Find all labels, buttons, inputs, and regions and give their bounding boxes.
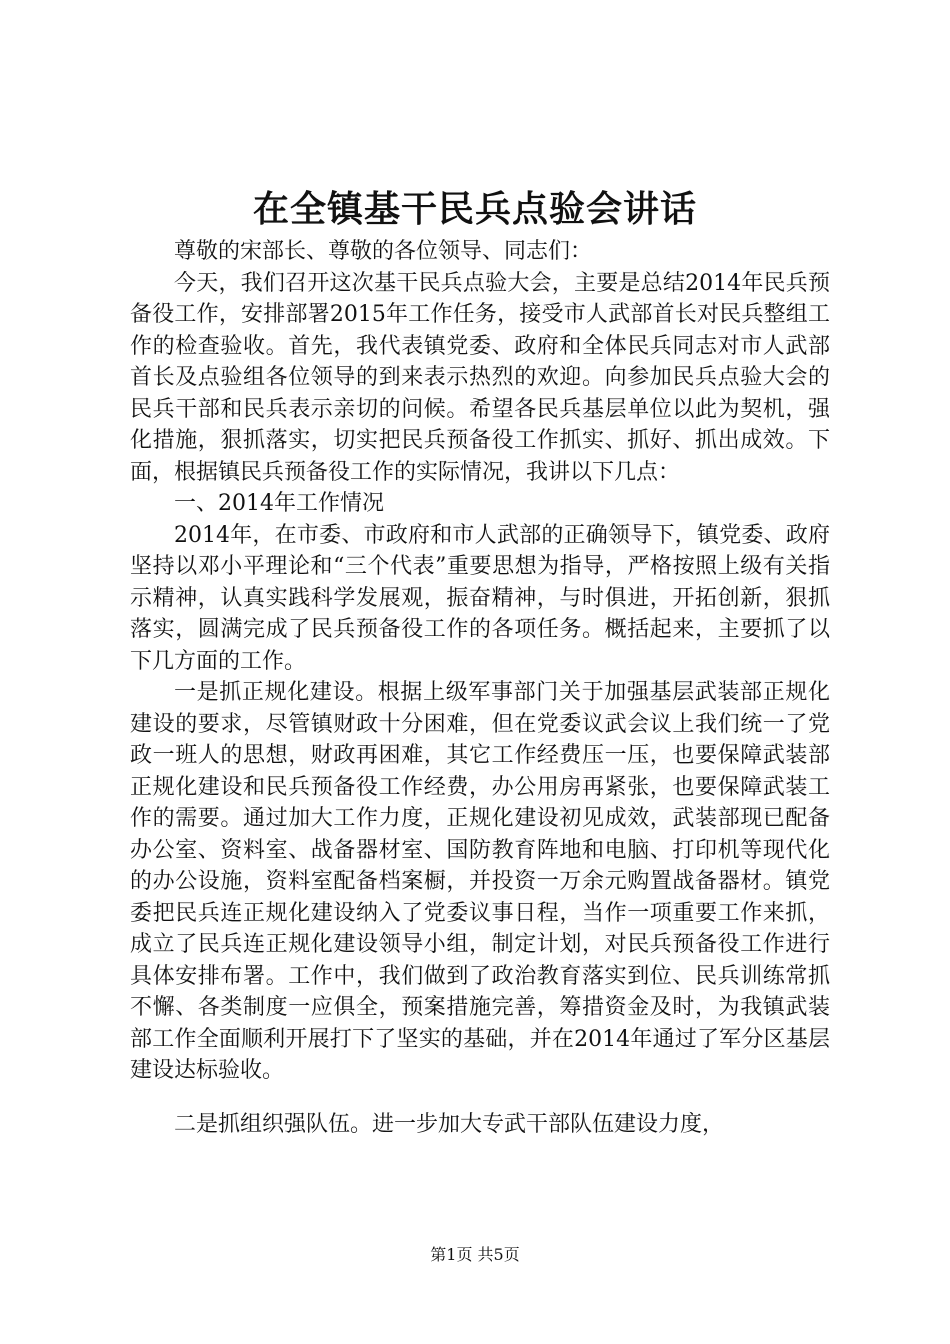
document-title: 在全镇基干民兵点验会讲话 <box>252 188 697 230</box>
paragraph-summary: 2014年，在市委、市政府和市人武部的正确领导下，镇党委、政府坚持以邓小平理论和“三个代表”重要思想为指导，严格按照上级有关指示精神，认真实践科学发展观，振奋精神，与时俱进，开拓创新，狠抓落实，圆满完成了民兵预备役工作的各项任务。概括起来，主要抓了以下几方面的工作。 <box>130 522 830 674</box>
paragraph-intro: 今天，我们召开这次基干民兵点验大会，主要是总结2014年民兵预备役工作，安排部署2015年工作任务，接受市人武部首长对民兵整组工作的检查验收。首先，我代表镇党委、政府和全体民兵同志对市人武部首长及点验组各位领导的到来表示热烈的欢迎。向参加民兵点验大会的民兵干部和民兵表示亲切的问候。希望各民兵基层单位以此为契机，强化措施，狠抓落实，切实把民兵预备役工作抓实、抓好、抓出成效。下面，根据镇民兵预备役工作的实际情况，我讲以下几点： <box>130 270 830 485</box>
page-indicator: 第1页 共5页 <box>430 1245 520 1264</box>
greeting-line: 尊敬的宋部长、尊敬的各位领导、同志们： <box>174 239 593 264</box>
document-body <box>130 236 830 1140</box>
paragraph-point-two: 二是抓组织强队伍。进一步加大专武干部队伍建设力度， <box>174 1111 725 1137</box>
paragraph-point-one: 一是抓正规化建设。根据上级军事部门关于加强基层武装部正规化建设的要求，尽管镇财政十分困难，但在党委议武会议上我们统一了党政一班人的思想，财政再困难，其它工作经费压一压，也要保障武装部正规化建设和民兵预备役工作经费，办公用房再紧张，也要保障武装工作的需要。通过加大工作力度，正规化建设初见成效，武装部现已配备办公室、资料室、战备器材室、国防教育阵地和电脑、打印机等现代化的办公设施，资料室配备档案橱，并投资一万余元购置战备器材。镇党委把民兵连正规化建设纳入了党委议事日程，当作一项重要工作来抓，成立了民兵连正规化建设领导小组，制定计划，对民兵预备役工作进行具体安排布署。工作中，我们做到了政治教育落实到位、民兵训练常抓不懈、各类制度一应俱全，预案措施完善，筹措资金及时，为我镇武装部工作全面顺利开展打下了坚实的基础，并在2014年通过了军分区基层建设达标验收。 <box>130 680 830 1083</box>
section-heading: 一、2014年工作情况 <box>174 491 384 516</box>
